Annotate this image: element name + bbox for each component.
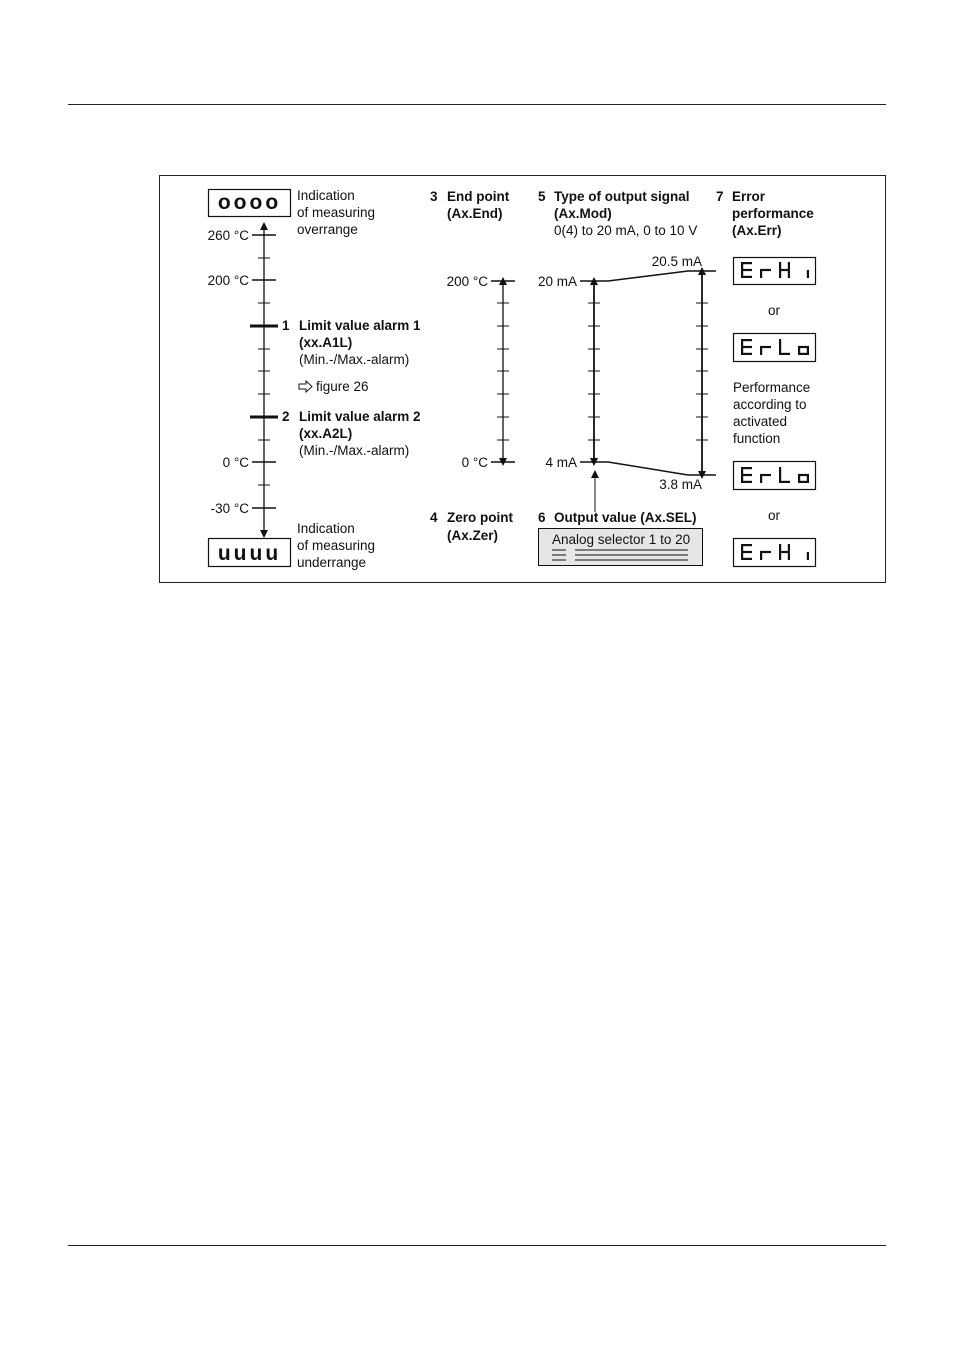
display-segment	[779, 544, 781, 552]
display-segment	[741, 467, 743, 475]
bottom-display-text: uuuu	[217, 542, 282, 565]
display-segment	[779, 339, 781, 347]
display-segment	[788, 270, 790, 278]
tick-minus30: -30 °C	[210, 501, 249, 516]
svg-text:(Min.-/Max.-alarm): (Min.-/Max.-alarm)	[299, 443, 410, 458]
bottom-display	[209, 539, 291, 567]
svg-text:Indication: Indication	[297, 521, 355, 536]
error-display-1	[734, 258, 816, 285]
display-segment	[760, 552, 762, 560]
display-segment	[741, 353, 752, 355]
display-segment	[779, 262, 781, 270]
svg-text:1: 1	[282, 318, 290, 333]
svg-text:4: 4	[430, 510, 438, 525]
svg-text:overrange: overrange	[297, 222, 358, 237]
error-display-4	[734, 539, 816, 567]
display-segment	[779, 269, 790, 271]
top-display	[209, 190, 291, 217]
error-performance-heading	[716, 189, 814, 238]
output-under-value: 3.8 mA	[659, 477, 702, 492]
svg-text:(Min.-/Max.-alarm): (Min.-/Max.-alarm)	[299, 352, 410, 367]
error-display-2	[734, 334, 816, 362]
svg-text:2: 2	[282, 409, 290, 424]
display-segment	[741, 262, 743, 270]
display-segment	[779, 353, 790, 355]
svg-text:of measuring: of measuring	[297, 205, 376, 220]
svg-text:(Ax.Zer): (Ax.Zer)	[447, 528, 499, 543]
svg-text:Limit value alarm 2: Limit value alarm 2	[299, 409, 421, 424]
svg-text:(Ax.Mod): (Ax.Mod)	[554, 206, 612, 221]
display-segment	[760, 269, 771, 271]
svg-text:(xx.A1L): (xx.A1L)	[299, 335, 353, 350]
svg-text:Zero point: Zero point	[447, 510, 513, 525]
zero-point-heading	[430, 510, 513, 543]
svg-text:according to: according to	[733, 397, 807, 412]
display-segment	[798, 347, 800, 355]
display-segment	[779, 270, 781, 278]
underrange-label	[297, 521, 375, 570]
end-point-value: 200 °C	[446, 274, 488, 289]
zero-point-value: 0 °C	[461, 455, 488, 470]
svg-text:Output value (Ax.SEL): Output value (Ax.SEL)	[554, 510, 697, 525]
svg-text:figure 26: figure 26	[316, 379, 369, 394]
output-low-value: 4 mA	[545, 455, 577, 470]
display-segment	[760, 475, 762, 483]
display-segment	[798, 346, 809, 348]
display-segment	[741, 339, 743, 347]
svg-text:(Ax.Err): (Ax.Err)	[732, 223, 782, 238]
display-segment	[741, 558, 752, 560]
display-segment	[741, 544, 743, 552]
svg-text:5: 5	[538, 189, 546, 204]
display-segment	[741, 276, 752, 278]
figure-reference	[299, 379, 369, 394]
svg-text:of measuring: of measuring	[297, 538, 376, 553]
display-segment	[807, 270, 809, 278]
error-display-3	[734, 462, 816, 490]
svg-text:Indication: Indication	[297, 188, 355, 203]
svg-text:Error: Error	[732, 189, 766, 204]
display-segment	[760, 474, 771, 476]
output-value-heading	[538, 510, 697, 525]
analog-selector-label: Analog selector 1 to 20	[552, 532, 691, 547]
svg-text:activated: activated	[733, 414, 788, 429]
alarm1-label	[282, 318, 421, 367]
svg-text:performance: performance	[732, 206, 814, 221]
analog-selector-box	[539, 529, 703, 566]
svg-text:0(4) to 20 mA, 0 to 10 V: 0(4) to 20 mA, 0 to 10 V	[554, 223, 698, 238]
overrange-label	[297, 188, 375, 237]
svg-text:(Ax.End): (Ax.End)	[447, 206, 503, 221]
output-type-heading	[538, 189, 697, 238]
svg-text:Limit value alarm 1: Limit value alarm 1	[299, 318, 421, 333]
tick-260: 260 °C	[207, 228, 249, 243]
svg-text:7: 7	[716, 189, 724, 204]
display-segment	[788, 552, 790, 560]
display-segment	[798, 475, 800, 483]
tick-0: 0 °C	[222, 455, 249, 470]
display-segment	[807, 552, 809, 560]
svg-text:3: 3	[430, 189, 438, 204]
display-segment	[760, 551, 771, 553]
measuring-scale-labels	[208, 228, 250, 516]
display-segment	[798, 474, 809, 476]
or-label-1: or	[767, 303, 781, 318]
display-segment	[779, 467, 781, 475]
display-segment	[779, 552, 781, 560]
display-segment	[760, 347, 762, 355]
svg-text:function: function	[733, 431, 781, 446]
display-segment	[779, 481, 790, 483]
display-segment	[741, 481, 752, 483]
or-label-2: or	[767, 508, 781, 523]
top-display-text: oooo	[217, 191, 282, 214]
tick-200: 200 °C	[207, 273, 249, 288]
svg-text:Type of output signal: Type of output signal	[554, 189, 690, 204]
svg-text:Performance: Performance	[733, 380, 811, 395]
end-point-heading	[430, 189, 510, 221]
svg-text:End point: End point	[447, 189, 510, 204]
display-segment	[788, 262, 790, 270]
display-segment	[788, 544, 790, 552]
output-high-value: 20 mA	[537, 274, 577, 289]
svg-text:6: 6	[538, 510, 546, 525]
output-axis-ticks	[588, 303, 708, 440]
svg-text:(xx.A2L): (xx.A2L)	[299, 426, 353, 441]
display-segment	[779, 551, 790, 553]
svg-text:underrange: underrange	[297, 555, 367, 570]
arrow-right-icon	[299, 381, 312, 392]
performance-note	[733, 380, 810, 446]
output-over-value: 20.5 mA	[651, 254, 702, 269]
alarm2-label	[282, 409, 421, 458]
display-segment	[760, 346, 771, 348]
display-segment	[760, 270, 762, 278]
